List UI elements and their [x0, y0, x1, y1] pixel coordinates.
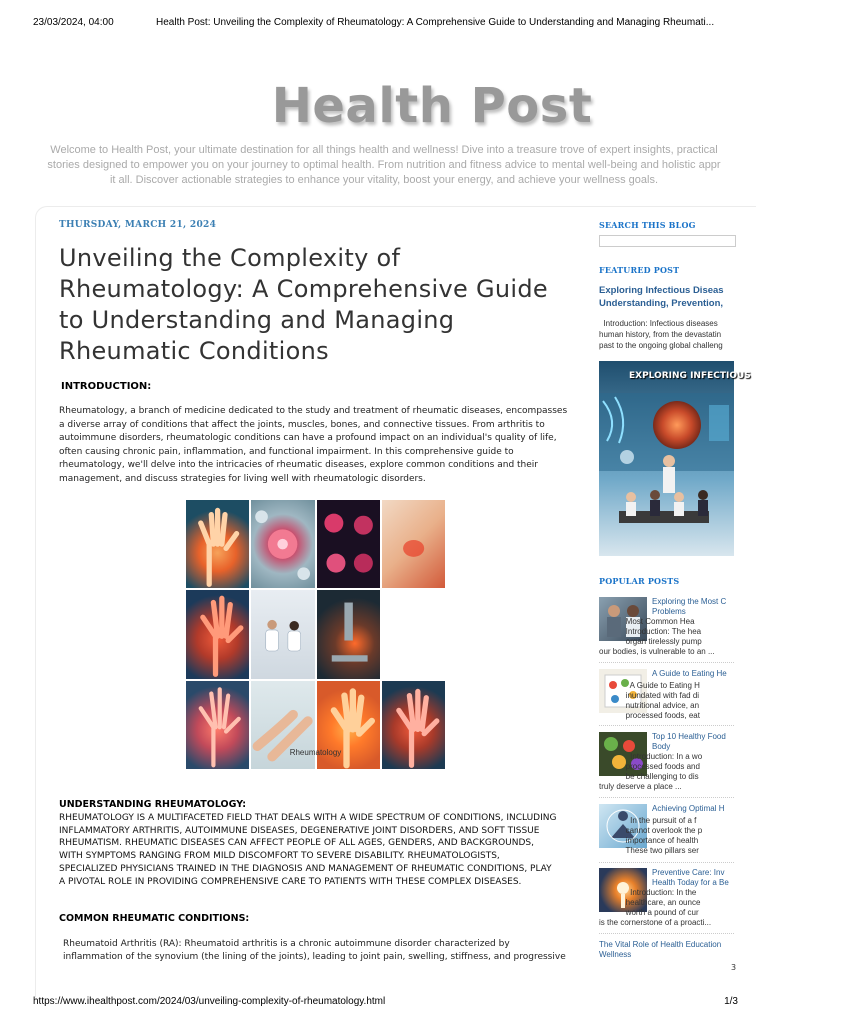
- wrist-icon: [382, 500, 445, 588]
- popular-posts-heading: POPULAR POSTS: [599, 576, 680, 586]
- site-description: [0, 143, 768, 188]
- ra-line: Rheumatoid Arthritis (RA): Rheumatoid arthritis is a chronic autoimmune disorder characterized by: [63, 939, 510, 949]
- understanding-paragraph: RHEUMATOLOGY IS A MULTIFACETED FIELD THAT DEALS WITH A WIDE SPECTRUM OF CONDITIONS, INCLUDING INFLAMMATORY ARTHRITIS, AUTOIMMUNE DISEASES, DEGENERATIVE JOINT DISORDERS, AND SOFT TISSUE RHEUMATISM. RHEUMATIC DISEASES CAN AFFECT PEOPLE OF ALL AGES, GENDERS, AND BACKGROUNDS, WITH SYMPTOMS RANGING FROM MILD DISCOMFORT TO SEVERE DISABILITY. RHEUMATOLOGISTS, SPECIALIZED PHYSICIANS TRAINED IN THE DIAGNOSIS AND MANAGEMENT OF RHEUMATIC CONDITIONS, PLAY A PIVOTAL ROLE IN PROVIDING COMPREHENSIVE CARE TO PATIENTS WITH THESE COMPLEX DISEASES.: [59, 813, 557, 887]
- popular-post-desc-line: Most Common Hea: [599, 617, 695, 626]
- print-datetime: 23/03/2024, 04:00: [33, 17, 114, 28]
- popular-post-desc: [599, 617, 739, 657]
- popular-post-item[interactable]: [599, 597, 734, 655]
- print-url: https://www.ihealthpost.com/2024/03/unveiling-complexity-of-rheumatology.html: [33, 996, 386, 1007]
- popular-post-title-line[interactable]: Achieving Optimal H: [652, 804, 725, 813]
- featured-post-image[interactable]: [599, 361, 751, 556]
- divider: [599, 662, 734, 663]
- featured-image-text: EXPLORING INFECTIOUS: [629, 371, 751, 381]
- microscope-icon: [317, 590, 380, 678]
- popular-post-title-line[interactable]: Preventive Care: Inv: [652, 868, 725, 877]
- common-conditions-heading: COMMON RHEUMATIC CONDITIONS:: [59, 913, 250, 924]
- popular-post-link[interactable]: [599, 940, 739, 960]
- doctors-tile: [251, 590, 314, 678]
- popular-post-desc: [599, 888, 739, 928]
- collage-spacer: [382, 590, 445, 678]
- popular-post-desc-line: A Guide to Eating H: [599, 681, 700, 690]
- print-footer: [33, 996, 738, 1007]
- popular-post-title[interactable]: [652, 868, 742, 888]
- popular-post-desc-line: be challenging to dis: [599, 772, 699, 781]
- site-description-line: Welcome to Health Post, your ultimate destination for all things health and wellness! Dive into a treasure trove of expert insights, practical: [50, 144, 718, 156]
- popular-post-desc-line: [599, 806, 739, 816]
- popular-post-desc-line: worth a pound of cur: [599, 908, 699, 917]
- cell-icon: [251, 500, 314, 588]
- hand-joints-tile: [186, 590, 249, 678]
- microscope-tile: [317, 590, 380, 678]
- popular-post-desc-line: our bodies, is vulnerable to an ...: [599, 647, 715, 656]
- popular-post-desc-line: Introduction: In a wo: [599, 752, 703, 761]
- post-date: THURSDAY, MARCH 21, 2024: [59, 220, 217, 230]
- popular-post-desc-line: truly deserve a place ...: [599, 782, 682, 791]
- divider: [599, 862, 734, 863]
- cell-tile: [251, 500, 314, 588]
- divider: [599, 933, 734, 934]
- site-description-line: stories designed to empower you on your journey to optimal health. From nutrition and fitness advice to mental well-being and holistic appr: [47, 159, 721, 171]
- doctors-icon: [251, 590, 314, 678]
- featured-post-title[interactable]: [599, 284, 734, 310]
- popular-post-title[interactable]: [652, 597, 742, 617]
- wrist-pain-tile: [382, 500, 445, 588]
- featured-desc-line: human history, from the devastatin: [599, 330, 722, 339]
- popular-post-desc-line: importance of health: [599, 836, 699, 845]
- popular-post-desc-line: processed foods and: [599, 762, 700, 771]
- popular-post-item[interactable]: [599, 669, 734, 727]
- popular-post-desc-line: nutritional advice, an: [599, 701, 700, 710]
- popular-post-desc-line: is the cornerstone of a proacti...: [599, 918, 712, 927]
- popular-post-item[interactable]: [599, 732, 734, 790]
- popular-post-title-line[interactable]: Health Today for a Be: [652, 878, 729, 887]
- popular-post-desc-line: These two pillars ser: [599, 846, 699, 855]
- popular-post-title-line[interactable]: The Vital Role of Health Education: [599, 940, 722, 949]
- search-heading: SEARCH THIS BLOG: [599, 220, 696, 230]
- popular-post-item[interactable]: [599, 804, 734, 862]
- popular-post-desc-line: organ tirelessly pump: [599, 637, 702, 646]
- post-title: Unveiling the Complexity of Rheumatology: A Comprehensive Guide to Understanding and Managing Rheumatic Conditions: [59, 244, 548, 365]
- ra-line-cut: inflammation of the synovium (the lining of the joints), leading to joint pain, swelling, stiffness, and progressive: [63, 952, 566, 962]
- popular-post-desc-line: In the pursuit of a f: [599, 816, 697, 825]
- popular-post-desc: [599, 752, 739, 792]
- popular-post-title-line[interactable]: Problems: [652, 607, 686, 616]
- site-title[interactable]: Health Post: [271, 78, 593, 134]
- popular-post-desc: [599, 671, 739, 721]
- micro-cells-tile: [317, 500, 380, 588]
- popular-post-title-line[interactable]: A Guide to Eating He: [652, 669, 727, 678]
- popular-post-title-line[interactable]: Top 10 Healthy Food: [652, 732, 726, 741]
- infectious-lab-image: [599, 361, 734, 556]
- popular-post-item[interactable]: [599, 868, 734, 926]
- print-page-number: 1/3: [724, 996, 738, 1007]
- popular-post-title[interactable]: [652, 732, 742, 752]
- popular-post-desc-line: processed foods, eat: [599, 711, 700, 720]
- popular-post-desc-line: inundated with fad di: [599, 691, 700, 700]
- popular-post-desc-line: cannot overlook the p: [599, 826, 703, 835]
- intro-heading: INTRODUCTION:: [61, 381, 152, 392]
- search-input[interactable]: [599, 235, 736, 247]
- featured-heading: FEATURED POST: [599, 265, 680, 275]
- hand-xray-tile: [186, 500, 249, 588]
- popular-post-title-line[interactable]: Body: [652, 742, 671, 751]
- popular-post-title-line[interactable]: Wellness: [599, 950, 632, 959]
- featured-title-line[interactable]: Understanding, Prevention,: [599, 298, 724, 309]
- popular-post-title-line[interactable]: Exploring the Most C: [652, 597, 727, 606]
- featured-desc-line: past to the ongoing global challeng: [599, 341, 723, 350]
- understanding-heading: UNDERSTANDING RHEUMATOLOGY:: [59, 799, 247, 810]
- figure-caption: Rheumatology: [289, 748, 342, 757]
- print-page-title: Health Post: Unveiling the Complexity of Rheumatology: A Comprehensive Guide to Understanding and Managing Rheumati...: [156, 17, 715, 28]
- rheumatology-collage-image: [186, 500, 445, 745]
- popular-post-desc: [599, 806, 739, 856]
- side-number: 3: [731, 963, 737, 972]
- popular-post-desc-line: Introduction: The hea: [599, 627, 702, 636]
- cells-icon: [317, 500, 380, 588]
- intro-paragraph: Rheumatology, a branch of medicine dedicated to the study and treatment of rheumatic diseases, encompasses a diverse array of conditions that affect the joints, muscles, bones, and connective tissues. From arthritis to autoimmune disorders, rheumatologic conditions can have a profound impact on an individual's quality of life, often causing chronic pain, inflammation, and functional impairment. In this comprehensive guide to rheumatology, we'll delve into the intricacies of rheumatic diseases, explore common conditions and their management, and discuss strategies for living well with rheumatologic disorders.: [59, 406, 568, 484]
- divider: [599, 725, 734, 726]
- popular-post-desc-line: [599, 671, 739, 681]
- featured-title-line[interactable]: Exploring Infectious Diseas: [599, 285, 724, 296]
- virus-icon: [653, 401, 701, 449]
- popular-post-desc-line: healthcare, an ounce: [599, 898, 701, 907]
- popular-post-desc-line: Introduction: In the: [599, 888, 697, 897]
- featured-post-desc: [599, 318, 734, 351]
- hand-icon: [186, 500, 249, 588]
- site-description-line: it all. Discover actionable strategies to enhance your vitality, boost your energy, and achieve your wellness goals.: [109, 174, 659, 186]
- hand-icon: [186, 590, 249, 678]
- featured-desc-line: Introduction: Infectious diseases: [599, 319, 718, 328]
- divider: [599, 797, 734, 798]
